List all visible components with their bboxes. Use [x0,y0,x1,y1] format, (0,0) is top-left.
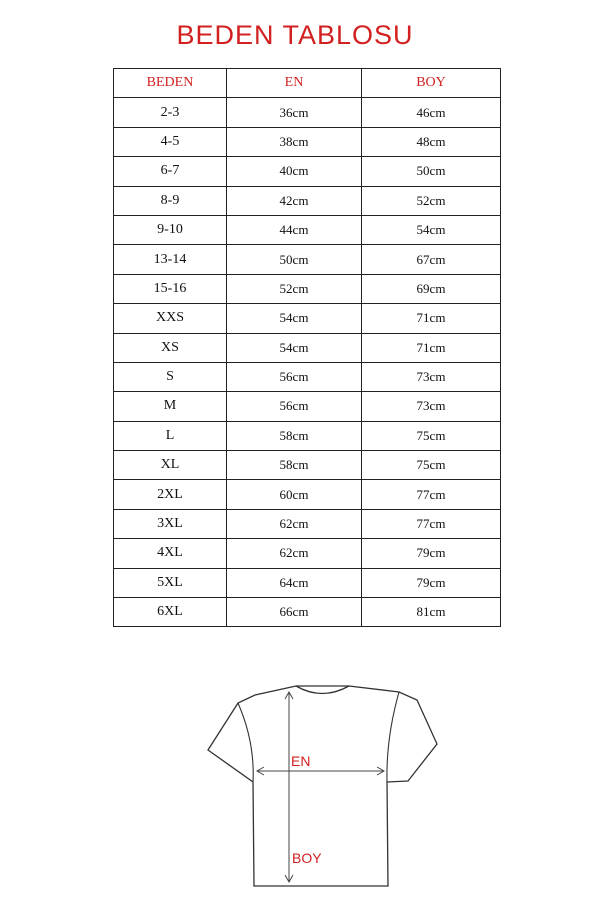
cell-beden: 4-5 [114,127,227,156]
cell-beden: 6XL [114,598,227,627]
cell-boy: 67cm [362,245,501,274]
cell-en: 38cm [227,127,362,156]
cell-boy: 77cm [362,480,501,509]
cell-boy: 81cm [362,598,501,627]
boy-label: BOY [292,850,322,866]
cell-en: 42cm [227,186,362,215]
en-label: EN [291,753,311,769]
cell-en: 66cm [227,598,362,627]
cell-beden: 15-16 [114,274,227,303]
header-boy: BOY [362,69,501,98]
cell-boy: 73cm [362,392,501,421]
cell-beden: 2-3 [114,98,227,127]
cell-beden: 9-10 [114,215,227,244]
cell-en: 44cm [227,215,362,244]
page-title: BEDEN TABLOSU [176,20,414,50]
cell-en: 60cm [227,480,362,509]
cell-beden: 8-9 [114,186,227,215]
cell-en: 52cm [227,274,362,303]
cell-boy: 46cm [362,98,501,127]
cell-boy: 79cm [362,539,501,568]
cell-boy: 69cm [362,274,501,303]
cell-beden: 13-14 [114,245,227,274]
cell-en: 56cm [227,392,362,421]
cell-en: 54cm [227,304,362,333]
cell-beden: M [114,392,227,421]
cell-boy: 52cm [362,186,501,215]
cell-en: 56cm [227,362,362,391]
cell-boy: 73cm [362,362,501,391]
right-sleeve-seam [387,692,399,782]
cell-boy: 54cm [362,215,501,244]
left-sleeve-seam [238,703,253,782]
cell-boy: 71cm [362,333,501,362]
cell-en: 62cm [227,509,362,538]
cell-beden: XS [114,333,227,362]
cell-en: 40cm [227,157,362,186]
cell-boy: 75cm [362,451,501,480]
cell-en: 54cm [227,333,362,362]
cell-en: 50cm [227,245,362,274]
cell-beden: 3XL [114,509,227,538]
cell-boy: 71cm [362,304,501,333]
cell-beden: 4XL [114,539,227,568]
cell-beden: XL [114,451,227,480]
cell-beden: 2XL [114,480,227,509]
cell-beden: 5XL [114,568,227,597]
cell-boy: 50cm [362,157,501,186]
cell-en: 62cm [227,539,362,568]
header-en: EN [227,69,362,98]
cell-en: 58cm [227,421,362,450]
tshirt-collar [296,686,349,694]
cell-en: 36cm [227,98,362,127]
cell-boy: 77cm [362,509,501,538]
cell-beden: XXS [114,304,227,333]
cell-boy: 75cm [362,421,501,450]
cell-boy: 79cm [362,568,501,597]
cell-beden: 6-7 [114,157,227,186]
cell-en: 64cm [227,568,362,597]
cell-beden: S [114,362,227,391]
cell-en: 58cm [227,451,362,480]
header-beden: BEDEN [114,69,227,98]
cell-boy: 48cm [362,127,501,156]
cell-beden: L [114,421,227,450]
tshirt-outline [208,686,437,886]
